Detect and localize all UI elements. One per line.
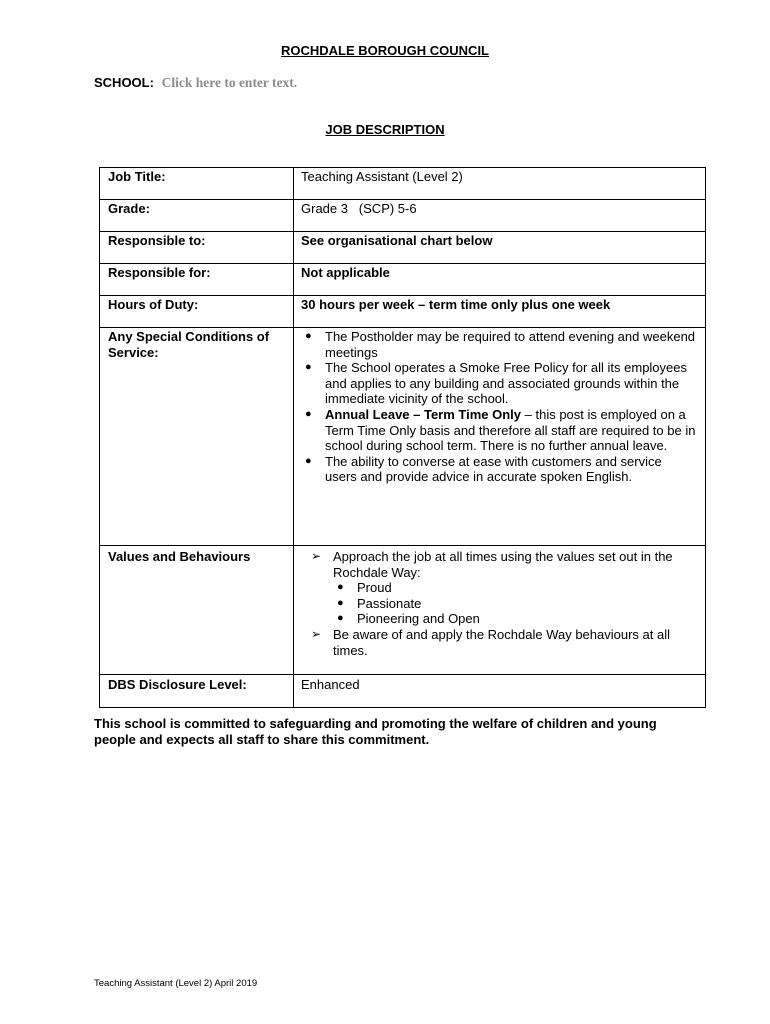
dbs-value: Enhanced (294, 675, 706, 708)
table-row (100, 168, 706, 200)
job-title-value: Teaching Assistant (Level 2) (294, 168, 706, 200)
table-row (100, 328, 706, 546)
safeguarding-statement: This school is committed to safeguarding and promoting the welfare of children and young people and expects all staff to share this commitment. (94, 716, 657, 747)
responsible-to-label: Responsible to: (100, 232, 294, 264)
council-title: ROCHDALE BOROUGH COUNCIL (281, 43, 489, 58)
special-conditions-list (301, 329, 697, 485)
bullet-icon: ● (305, 330, 312, 342)
table-row (100, 546, 706, 675)
school-label: SCHOOL: (94, 75, 154, 90)
table-row (100, 264, 706, 296)
bullet-icon: ● (305, 361, 312, 374)
responsible-to-value: See organisational chart below (294, 232, 706, 264)
grade-label: Grade: (100, 200, 294, 232)
job-description-heading: JOB DESCRIPTION (325, 122, 445, 137)
list-item (301, 407, 697, 454)
list-item (301, 549, 697, 627)
grade-value: Grade 3 (SCP) 5-6 (294, 200, 706, 232)
list-item (301, 627, 697, 658)
list-item (333, 611, 697, 627)
bullet-icon: ● (305, 407, 312, 420)
bullet-icon: ● (337, 596, 344, 609)
list-item (301, 360, 697, 407)
list-item-text: Pioneering and Open (357, 611, 480, 627)
job-title-label: Job Title: (100, 168, 294, 200)
list-item-text: – this post is employed on a Term Time Only basis and therefore all staff are required to be in school during school term. There is no further annual leave. (325, 406, 696, 454)
list-item-text: The Postholder may be required to attend evening and weekend meetings (325, 329, 696, 360)
page-footer: Teaching Assistant (Level 2) April 2019 (94, 978, 258, 989)
list-item (333, 580, 697, 596)
list-item-text: Proud (357, 580, 392, 596)
list-item-text: Be aware of and apply the Rochdale Way behaviours at all times. (333, 626, 670, 658)
list-item (301, 454, 697, 485)
table-row (100, 296, 706, 328)
hours-label: Hours of Duty: (100, 296, 294, 328)
bullet-icon: ● (337, 612, 344, 625)
values-sub-list (333, 580, 697, 627)
dbs-label: DBS Disclosure Level: (100, 675, 294, 708)
arrow-bullet-icon: ➢ (311, 626, 322, 641)
bullet-icon: ● (305, 454, 312, 467)
list-item-text: The ability to converse at ease with customers and service users and provide advice in accurate spoken English. (325, 453, 662, 485)
arrow-bullet-icon: ➢ (311, 549, 322, 563)
list-item (301, 329, 697, 360)
list-item-bold-text: Annual Leave – Term Time Only (325, 406, 522, 422)
values-behaviours-label: Values and Behaviours (100, 546, 294, 675)
list-item-text: The School operates a Smoke Free Policy for all its employees and applies to any building and associated grounds within the immediate vicinity of the school. (325, 360, 688, 407)
values-list (301, 549, 697, 658)
hours-value: 30 hours per week – term time only plus one week (294, 296, 706, 328)
list-item (333, 596, 697, 612)
special-conditions-label: Any Special Conditions of Service: (100, 328, 294, 546)
responsible-for-label: Responsible for: (100, 264, 294, 296)
bullet-icon: ● (337, 581, 344, 594)
school-line (94, 75, 297, 91)
responsible-for-value: Not applicable (294, 264, 706, 296)
list-item-text: Passionate (357, 595, 422, 611)
list-item-text: Approach the job at all times using the values set out in the Rochdale Way: (333, 549, 673, 580)
values-behaviours-value (294, 546, 706, 675)
special-conditions-value (294, 328, 706, 546)
table-row (100, 232, 706, 264)
table-row (100, 675, 706, 708)
school-name-field[interactable]: Click here to enter text. (161, 75, 298, 90)
job-description-table (99, 167, 706, 708)
table-row (100, 200, 706, 232)
